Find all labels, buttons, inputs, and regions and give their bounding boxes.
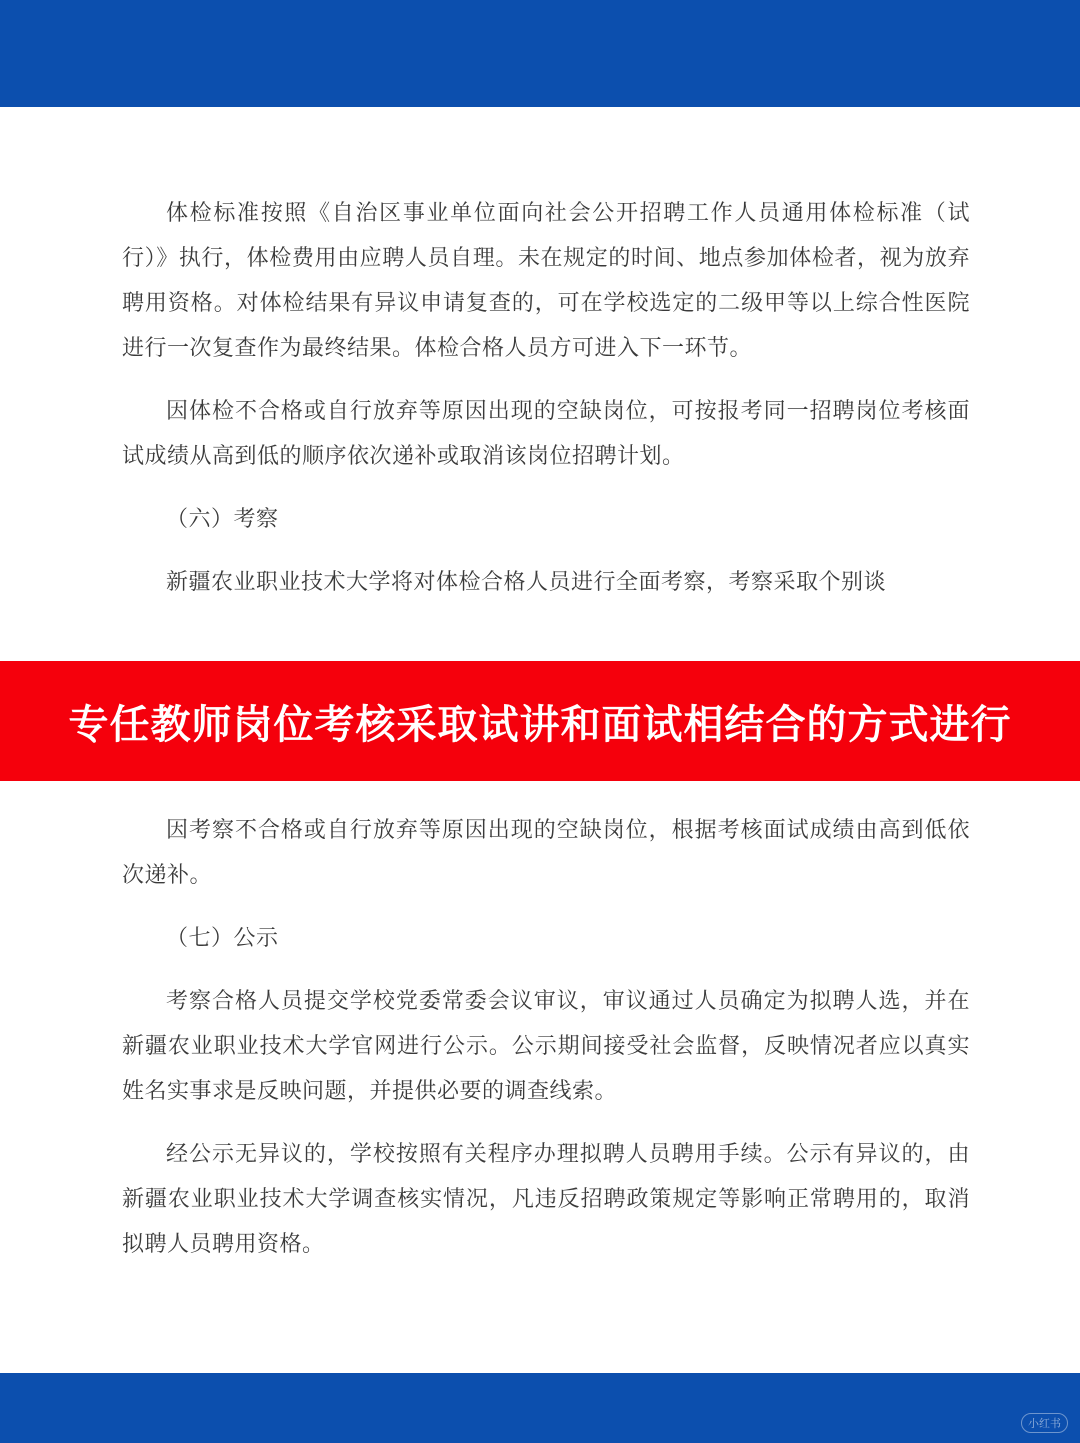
lower-text-block [122,808,970,1267]
highlight-banner [0,661,1080,781]
paragraph-publicity: 考察合格人员提交学校党委常委会议审议，审议通过人员确定为拟聘人选，并在新疆农业职业技术大学官网进行公示。公示期间接受社会监督，反映情况者应以真实姓名实事求是反映问题，并提供必要的调查线索。 [122,989,970,1104]
paragraph-inspection-partial: 新疆农业职业技术大学将对体检合格人员进行全面考察，考察采取个别谈 [166,570,887,595]
paragraph-vacancy-inspection: 因考察不合格或自行放弃等原因出现的空缺岗位，根据考核面试成绩由高到低依次递补。 [122,818,970,888]
top-blue-bar [0,0,1080,107]
paragraph-hiring-procedure: 经公示无异议的，学校按照有关程序办理拟聘人员聘用手续。公示有异议的，由新疆农业职业技术大学调查核实情况，凡违反招聘政策规定等影响正常聘用的，取消拟聘人员聘用资格。 [122,1142,970,1257]
bottom-blue-bar [0,1373,1080,1443]
paragraph-medical-exam: 体检标准按照《自治区事业单位面向社会公开招聘工作人员通用体检标准（试行）》执行，体检费用由应聘人员自理。未在规定的时间、地点参加体检者，视为放弃聘用资格。对体检结果有异议申请复查的，可在学校选定的二级甲等以上综合性医院进行一次复查作为最终结果。体检合格人员方可进入下一环节。 [122,201,970,361]
upper-text-area [0,107,1080,661]
watermark-logo: 小红书 [1021,1413,1068,1433]
section-heading-inspection: （六）考察 [166,507,279,532]
paragraph-vacancy-exam: 因体检不合格或自行放弃等原因出现的空缺岗位，可按报考同一招聘岗位考核面试成绩从高到低的顺序依次递补或取消该岗位招聘计划。 [122,399,970,469]
banner-title: 专任教师岗位考核采取试讲和面试相结合的方式进行 [68,701,1012,748]
upper-text-block [122,191,970,605]
section-heading-publicity: （七）公示 [166,926,279,951]
